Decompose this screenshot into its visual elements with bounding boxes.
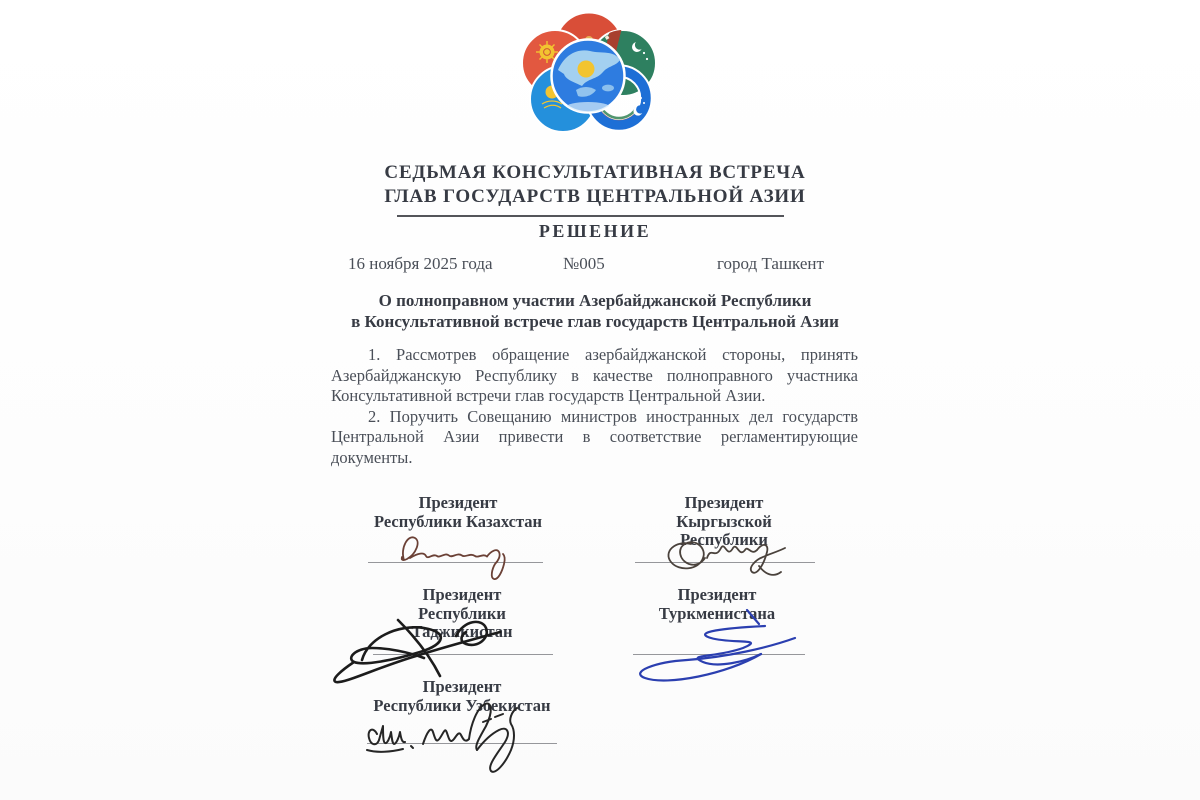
globe-circle (552, 40, 625, 113)
signature-stroke-group (334, 620, 500, 682)
signature-block-turkmenistan (627, 586, 807, 623)
signature-block-tajikistan (370, 586, 554, 642)
signature-kyrgyzstan (655, 520, 815, 586)
signatory-country: Республики Узбекистан (373, 695, 551, 715)
signatory-country: Республики Казахстан (373, 511, 543, 531)
signatory-country: Туркменистана (658, 603, 776, 623)
signature-turkmenistan (627, 598, 807, 690)
signature-block-kazakhstan (368, 494, 548, 531)
signature-block-uzbekistan (367, 678, 557, 715)
signature-stroke-group (402, 537, 505, 579)
signatory-title: Президент (677, 585, 757, 604)
signature-stroke-group (367, 704, 517, 772)
document-date: 16 ноября 2025 года (348, 254, 493, 273)
heading-line-1: СЕДЬМАЯ КОНСУЛЬТАТИВНАЯ ВСТРЕЧА (384, 162, 806, 183)
signature-stroke-group (640, 610, 795, 681)
document-place: город Ташкент (717, 254, 824, 273)
signatory-title: Президент (422, 585, 502, 604)
signatory-country: Кыргызской Республики (676, 511, 772, 549)
heading-divider (397, 215, 784, 217)
signatory-title: Президент (684, 493, 764, 512)
document-subject (320, 290, 870, 332)
central-asia-summit-emblem (520, 6, 656, 142)
signature-stroke-group (668, 542, 785, 575)
heading-line-2: ГЛАВ ГОСУДАРСТВ ЦЕНТРАЛЬНОЙ АЗИИ (384, 186, 806, 207)
signature-kazakhstan (388, 522, 543, 590)
body-paragraph-1: 1. Рассмотрев обращение азербайджанской стороны, принять Азербайджанскую Республику в качестве полноправного участника Консультативной встречи глав государств Центральной Азии. (331, 345, 858, 406)
document-type-title: РЕШЕНИЕ (538, 221, 652, 241)
subject-line-1: О полноправном участии Азербайджанской Республики (378, 291, 812, 310)
subject-line-2: в Консультативной встрече глав государств Центральной Азии (351, 312, 839, 331)
document-number: №005 (563, 254, 605, 273)
signature-block-kyrgyzstan (633, 494, 815, 550)
document-body (331, 345, 858, 469)
body-paragraph-2: 2. Поручить Совещанию министров иностранных дел государств Центральной Азии привести в соответствие регламентирующие документы. (331, 406, 858, 467)
signature-uzbekistan (359, 696, 574, 788)
signatory-title: Президент (422, 677, 502, 696)
signatory-country: Республики Таджикистан (411, 603, 513, 641)
document-heading (320, 161, 870, 209)
signatory-title: Президент (418, 493, 498, 512)
